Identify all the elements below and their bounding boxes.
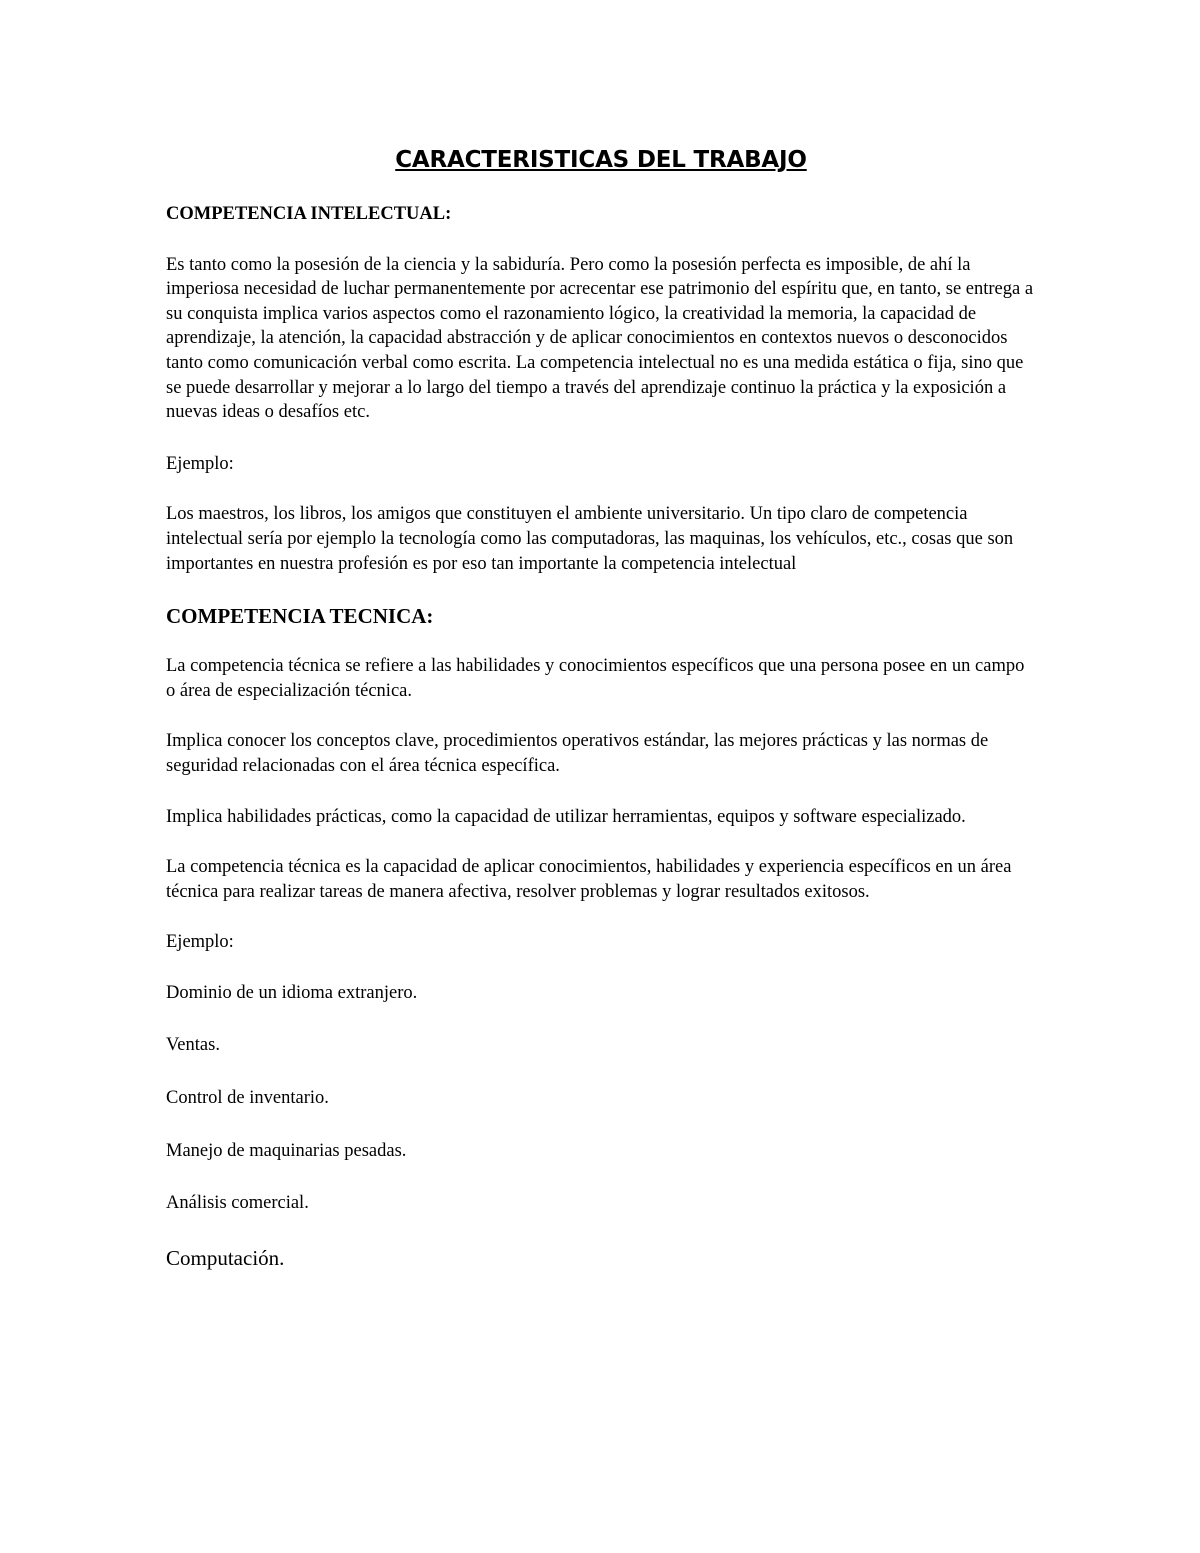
document-title: CARACTERISTICAS DEL TRABAJO [395,147,807,173]
example-item: Dominio de un idioma extranjero. [166,982,418,1003]
example-item: Ventas. [166,1035,220,1056]
paragraph-tecnica-4: La competencia técnica es la capacidad de aplicar conocimientos, habilidades y experiencia específicos en un área técnica para realizar tareas de manera afectiva, resolver problemas y lograr resultados exitosos. [166,857,1012,902]
paragraph-tecnica-1: La competencia técnica se refiere a las habilidades y conocimientos específicos que una persona posee en un campo o área de especialización técnica. [166,656,1025,701]
example-label: Ejemplo: [166,453,234,474]
paragraph-intelectual-example: Los maestros, los libros, los amigos que constituyen el ambiente universitario. Un tipo claro de competencia intelectual sería por ejemplo la tecnología como las computadoras, las maquinas, los vehículos, etc., cosas que son importantes en nuestra profesión es por eso tan importante la competencia intelectual [166,504,1014,574]
document-body [166,140,1036,1272]
example-item: Análisis comercial. [166,1193,309,1214]
example-item: Manejo de maquinarias pesadas. [166,1140,407,1161]
example-item: Control de inventario. [166,1088,329,1109]
section-heading-intelectual: COMPETENCIA INTELECTUAL: [166,204,452,224]
paragraph-tecnica-2: Implica conocer los conceptos clave, procedimientos operativos estándar, las mejores prácticas y las normas de seguridad relacionadas con el área técnica específica. [166,731,989,776]
example-label: Ejemplo: [166,932,234,953]
example-item: Computación. [166,1245,285,1270]
paragraph-tecnica-3: Implica habilidades prácticas, como la capacidad de utilizar herramientas, equipos y software especializado. [166,806,966,827]
section-heading-tecnica: COMPETENCIA TECNICA: [166,604,434,629]
paragraph-intelectual-definition: Es tanto como la posesión de la ciencia y la sabiduría. Pero como la posesión perfecta es imposible, de ahí la imperiosa necesidad de luchar permanentemente por acrecentar ese patrimonio del espíritu que, en tanto, se entrega a su conquista implica varios aspectos como el razonamiento lógico, la creatividad la memoria, la capacidad de aprendizaje, la atención, la capacidad abstracción y de aplicar conocimientos en contextos nuevos o desconocidos tanto como comunicación verbal como escrita. La competencia intelectual no es una medida estática o fija, sino que se puede desarrollar y mejorar a lo largo del tiempo a través del aprendizaje continuo la práctica y la exposición a nuevas ideas o desafíos etc. [166,254,1034,423]
